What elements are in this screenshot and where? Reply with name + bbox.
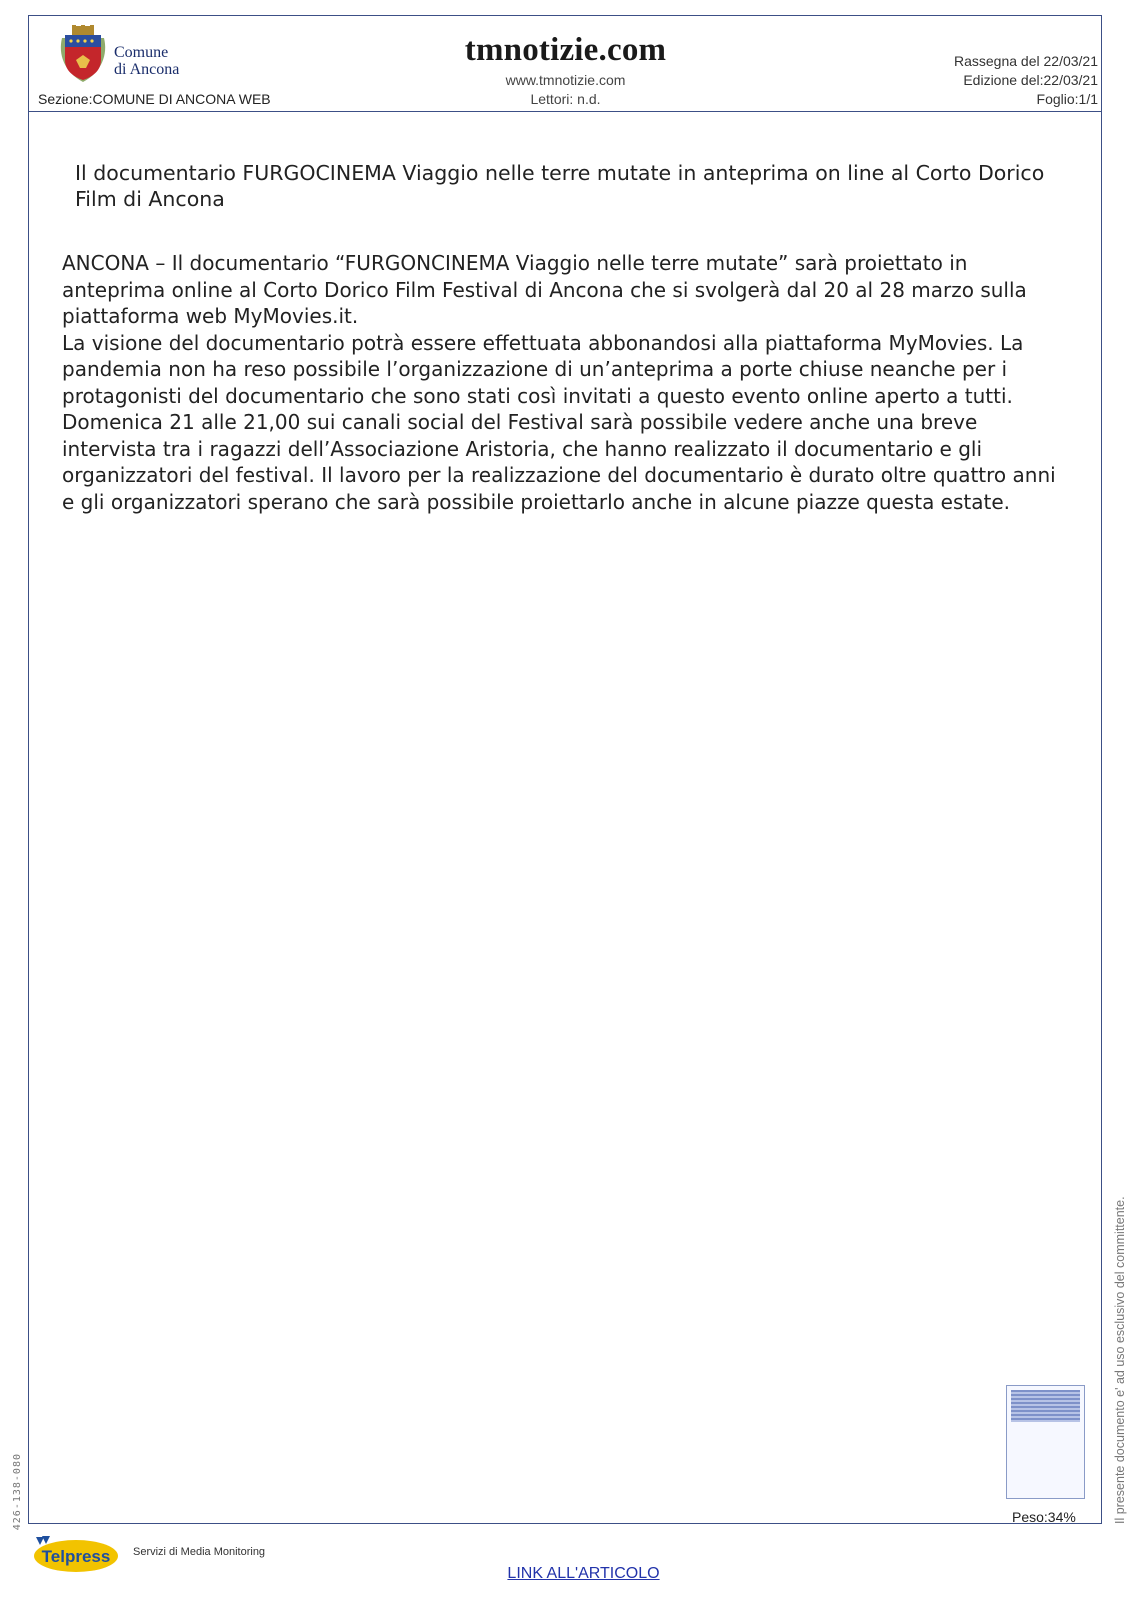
section-label: Sezione:COMUNE DI ANCONA WEB — [38, 91, 271, 107]
comune-name-line1: Comune — [114, 44, 169, 61]
masthead-title: tmnotizie.com — [464, 32, 667, 68]
header-divider — [28, 111, 1102, 112]
article-weight: Peso:34% — [1012, 1509, 1076, 1525]
telpress-logo-text: Telpress — [41, 1547, 111, 1566]
article-title: Il documentario FURGOCINEMA Viaggio nelle terre mutate in anteprima on line al Corto Dorico Film di Ancona — [75, 161, 1045, 211]
foglio-number: Foglio:1/1 — [1036, 91, 1098, 107]
edizione-date: Edizione del:22/03/21 — [963, 72, 1098, 88]
document-code: 426-138-080 — [12, 1453, 23, 1531]
article-link[interactable]: LINK ALL'ARTICOLO — [507, 1565, 660, 1582]
article-paragraph: La visione del documentario potrà essere effettuata abbonandosi alla piattaforma MyMovies. La pandemia non ha reso possibile l’organizzazione di un’anteprima a porte chiuse neanche per i protagonisti del documentario che sono stati così invitati a questo evento online aperto a tutti. Domenica 21 alle 21,00 sui canali social del Festival sarà possibile vedere anche una breve intervista tra i ragazzi dell’Associazione Aristoria, che hanno realizzato il documentario e gli organizzatori del festival. Il lavoro per la realizzazione del documentario è durato oltre quattro anni e gli organizzatori sperano che sarà possibile proiettarlo anche in alcune piazze questa estate. — [62, 330, 1056, 514]
masthead-url: www.tmnotizie.com — [505, 72, 626, 88]
disclaimer-text: Il presente documento e' ad uso esclusivo del committente. — [1113, 1196, 1127, 1524]
article-paragraph: ANCONA – Il documentario “FURGONCINEMA Viaggio nelle terre mutate” sarà proiettato in anteprima online al Corto Dorico Film Festival di Ancona che si svolgerà dal 20 al 28 marzo sulla piattaforma web MyMovies.it. — [62, 251, 1027, 328]
page-thumbnail — [1006, 1385, 1085, 1499]
thumbnail-article-block — [1011, 1390, 1080, 1422]
article-body — [62, 250, 1062, 515]
comune-name-line2: di Ancona — [114, 61, 180, 78]
readers-count: Lettori: n.d. — [530, 91, 601, 107]
telpress-service-label: Servizi di Media Monitoring — [133, 1546, 266, 1558]
page-frame — [28, 15, 1102, 1524]
rassegna-date: Rassegna del 22/03/21 — [954, 53, 1098, 69]
